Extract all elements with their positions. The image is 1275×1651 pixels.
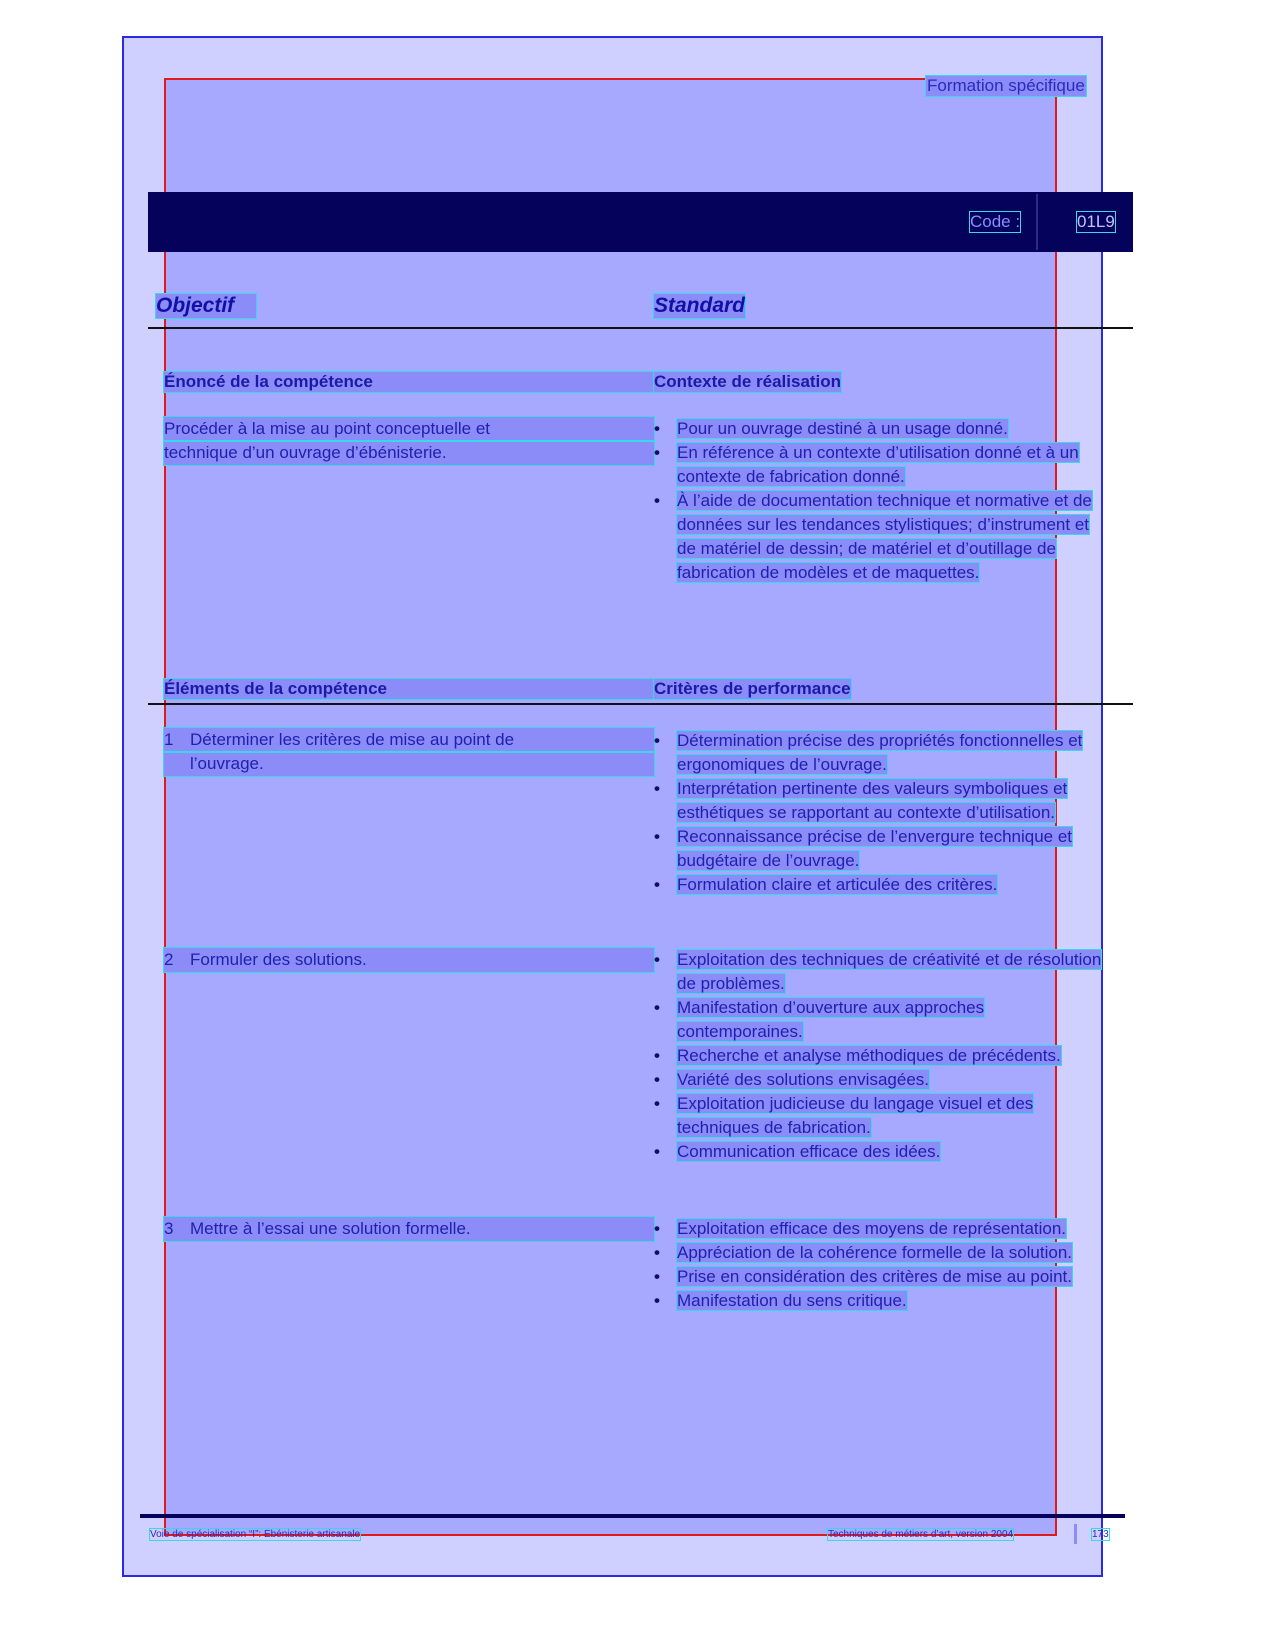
objectif-heading: Objectif bbox=[156, 294, 256, 318]
list-item: • Exploitation efficace des moyens de représentation. bbox=[654, 1217, 1104, 1241]
list-item: • Exploitation judicieuse du langage visuel et des techniques de fabrication. bbox=[654, 1092, 1104, 1140]
criteria-list-2 bbox=[654, 948, 1104, 1164]
heading-rule bbox=[148, 327, 1133, 329]
list-item: • Exploitation des techniques de créativité et de résolution de problèmes. bbox=[654, 948, 1104, 996]
code-label: Code : bbox=[970, 212, 1021, 231]
section-label: Formation spécifique bbox=[927, 76, 1085, 95]
footer-right: Techniques de métiers d’art, version 2004 bbox=[828, 1529, 1014, 1540]
enonce-line: technique d’un ouvrage d’ébénisterie. bbox=[164, 441, 654, 465]
list-item: • Appréciation de la cohérence formelle de la solution. bbox=[654, 1241, 1104, 1265]
enonce-text bbox=[164, 417, 654, 465]
banner-separator bbox=[1036, 194, 1038, 250]
list-item: • Interprétation pertinente des valeurs symboliques et esthétiques se rapportant au contexte d’utilisation. bbox=[654, 777, 1104, 825]
criteria-list-1 bbox=[654, 729, 1104, 897]
criteria-list-3 bbox=[654, 1217, 1104, 1313]
list-item: • Prise en considération des critères de mise au point. bbox=[654, 1265, 1104, 1289]
element-2 bbox=[164, 948, 654, 972]
list-item: • En référence à un contexte d’utilisation donné et à un contexte de fabrication donné. bbox=[654, 441, 1104, 489]
standard-heading: Standard bbox=[654, 294, 746, 317]
contexte-list bbox=[654, 417, 1104, 585]
list-item: • Détermination précise des propriétés fonctionnelles et ergonomiques de l’ouvrage. bbox=[654, 729, 1104, 777]
element-text: l’ouvrage. bbox=[164, 752, 654, 776]
list-item: • Communication efficace des idées. bbox=[654, 1140, 1104, 1164]
list-item: • Variété des solutions envisagées. bbox=[654, 1068, 1104, 1092]
criteres-heading: Critères de performance bbox=[654, 679, 851, 698]
list-item: • Manifestation d’ouverture aux approches contemporaines. bbox=[654, 996, 1104, 1044]
enonce-heading: Énoncé de la compétence bbox=[164, 372, 654, 392]
element-text: Déterminer les critères de mise au point de bbox=[190, 730, 515, 749]
footer-separator bbox=[1074, 1524, 1077, 1544]
list-item: • À l’aide de documentation technique et normative et de données sur les tendances stylistiques; d’instrument et de matériel de dessin; de matériel et d’outillage de fabrication de modèles et de maquettes. bbox=[654, 489, 1104, 585]
list-item: • Manifestation du sens critique. bbox=[654, 1289, 1104, 1313]
enonce-line: Procéder à la mise au point conceptuelle et bbox=[164, 417, 654, 441]
code-banner bbox=[148, 192, 1133, 252]
list-item: • Formulation claire et articulée des critères. bbox=[654, 873, 1104, 897]
element-number: 2 bbox=[164, 950, 174, 969]
element-1 bbox=[164, 728, 654, 776]
list-item: • Reconnaissance précise de l’envergure technique et budgétaire de l’ouvrage. bbox=[654, 825, 1104, 873]
list-item: • Pour un ouvrage destiné à un usage donné. bbox=[654, 417, 1104, 441]
contexte-heading: Contexte de réalisation bbox=[654, 372, 842, 391]
element-text: Mettre à l’essai une solution formelle. bbox=[190, 1219, 471, 1238]
footer-left: Voie de spécialisation “I”: Ébénisterie artisanale bbox=[150, 1529, 361, 1540]
elements-rule bbox=[148, 703, 1133, 705]
element-text: Formuler des solutions. bbox=[190, 950, 367, 969]
code-value: 01L9 bbox=[1077, 212, 1115, 231]
element-number: 3 bbox=[164, 1219, 174, 1238]
element-3 bbox=[164, 1217, 654, 1241]
element-number: 1 bbox=[164, 730, 174, 749]
page-number: 173 bbox=[1092, 1529, 1109, 1540]
list-item: • Recherche et analyse méthodiques de précédents. bbox=[654, 1044, 1104, 1068]
footer-rule bbox=[140, 1514, 1125, 1518]
elements-heading: Éléments de la compétence bbox=[164, 679, 654, 699]
